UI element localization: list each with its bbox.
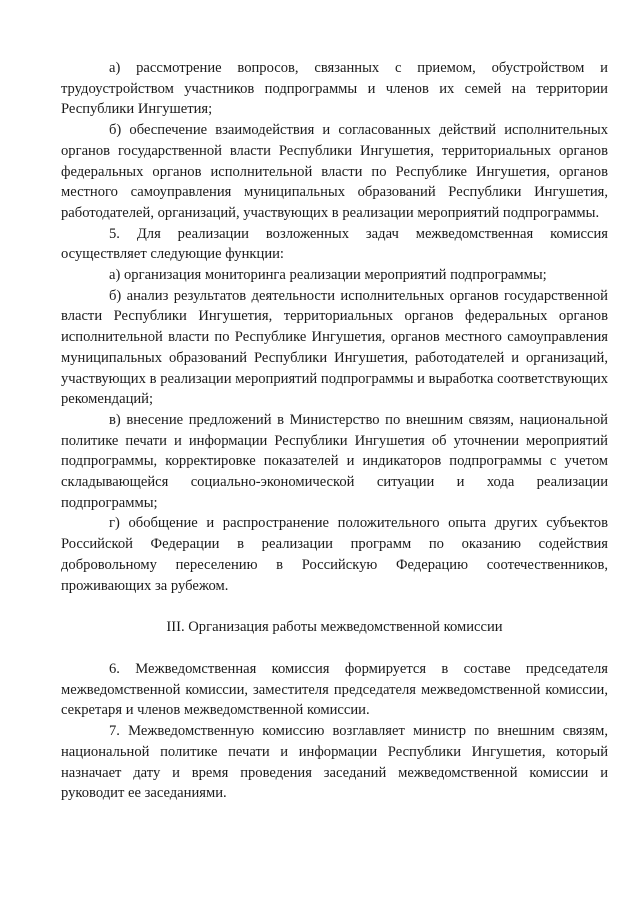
paragraph-5: 5. Для реализации возложенных задач межведомственная комиссия осуществляет следующие функции: xyxy=(61,225,608,263)
paragraph-6: 6. Межведомственная комиссия формируется в составе председателя межведомственной комиссии, заместителя председателя межведомственной комиссии, секретаря и членов межведомственной комиссии. xyxy=(61,660,608,719)
paragraph-5a: а) организация мониторинга реализации мероприятий подпрограммы; xyxy=(109,267,547,284)
paragraph-3a: а) рассмотрение вопросов, связанных с приемом, обустройством и трудоустройством участников подпрограммы и членов их семей на территории Республики Ингушетия; xyxy=(61,60,608,118)
paragraph-7: 7. Межведомственную комиссию возглавляет министр по внешним связям, национальной политике печати и информации Республики Ингушетия, который назначает дату и время проведения заседаний межведомственной комиссии и руководит ее заседаниями. xyxy=(61,723,608,802)
section-heading: III. Организация работы межведомственной комиссии xyxy=(166,619,503,636)
paragraph-5v: в) внесение предложений в Министерство по внешним связям, национальной политике печати и информации Республики Ингушетия об уточнении мероприятий подпрограммы, корректировке показателей и индикаторов подпрограммы с учетом складывающейся социально-экономической ситуации и хода реализации подпрограммы; xyxy=(61,411,608,511)
paragraph-3b: б) обеспечение взаимодействия и согласованных действий исполнительных органов государственной власти Республики Ингушетия, территориальных органов федеральных органов исполнительной власти по Республике Ингушетия, органов местного самоуправления муниципальных образований Республики Ингушетия, работодателей, организаций, участвующих в реализации мероприятий подпрограммы. xyxy=(61,122,608,221)
paragraph-5g: г) обобщение и распространение положительного опыта других субъектов Российской Федерации в реализации программ по оказанию содействия добровольному переселению в Российскую Федерацию соотечественников, проживающих за рубежом. xyxy=(61,515,608,594)
paragraph-5b: б) анализ результатов деятельности исполнительных органов государственной власти Республики Ингушетия, территориальных органов федеральных органов исполнительной власти по Республике Ингушетия, органов местного самоуправления муниципальных образований Республики Ингушетия, работодателей и организаций, участвующих в реализации мероприятий подпрограммы и выработка соответствующих рекомендаций; xyxy=(61,287,608,408)
